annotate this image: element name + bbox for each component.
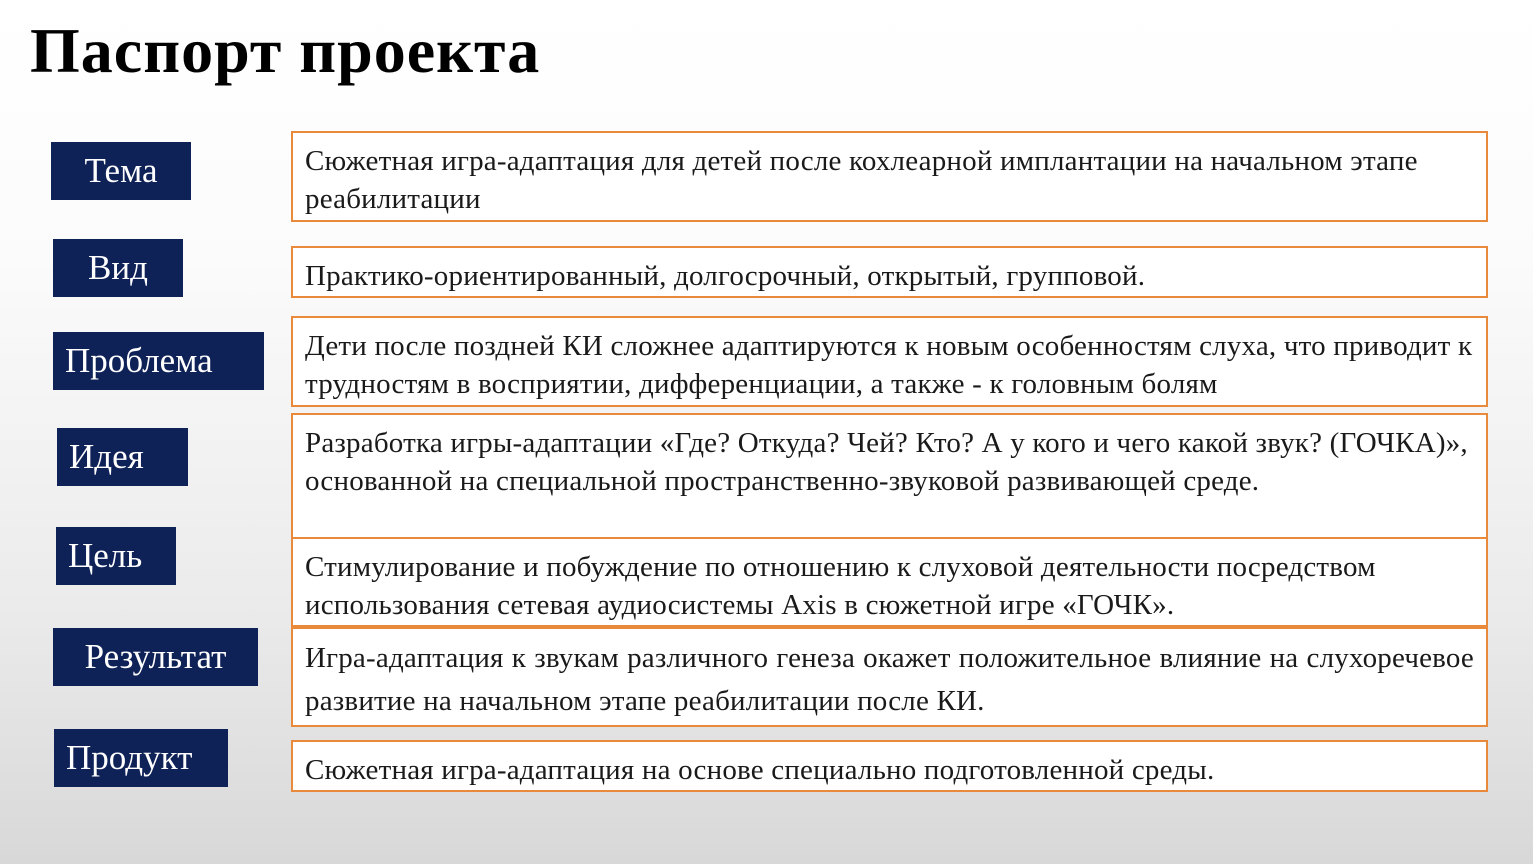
page-title: Паспорт проекта (30, 15, 541, 86)
value-ideya: Разработка игры-адаптации «Где? Откуда? Чей? Кто? А у кого и чего какой звук? (ГОЧКА)», основанной на специальной пространственно-звуковой развивающей среде. (291, 413, 1488, 543)
label-tema: Тема (51, 142, 191, 200)
value-rezultat: Игра-адаптация к звукам различного генеза окажет положительное влияние на слухоречевое развитие на начальном этапе реабилитации после КИ. (291, 627, 1488, 727)
label-produkt: Продукт (54, 729, 228, 787)
value-tsel: Стимулирование и побуждение по отношению к слуховой деятельности посредством использования сетевая аудиосистемы Axis в сюжетной игре «ГОЧК». (291, 537, 1488, 627)
value-produkt: Сюжетная игра-адаптация на основе специально подготовленной среды. (291, 740, 1488, 792)
value-problema: Дети после поздней КИ сложнее адаптируются к новым особенностям слуха, что приводит к трудностям в восприятии, дифференциации, а также - к головным болям (291, 316, 1488, 407)
label-problema: Проблема (53, 332, 264, 390)
label-rezultat: Результат (53, 628, 258, 686)
value-tema: Сюжетная игра-адаптация для детей после кохлеарной имплантации на начальном этапе реабилитации (291, 131, 1488, 222)
label-tsel: Цель (56, 527, 176, 585)
value-vid: Практико-ориентированный, долгосрочный, открытый, групповой. (291, 246, 1488, 298)
label-vid: Вид (53, 239, 183, 297)
label-ideya: Идея (57, 428, 188, 486)
